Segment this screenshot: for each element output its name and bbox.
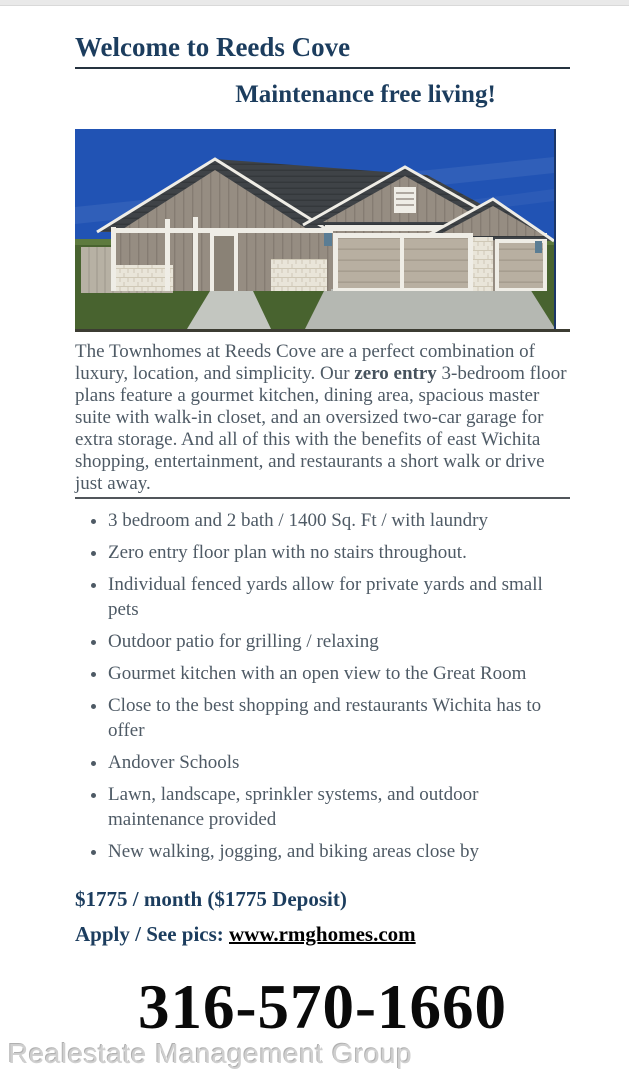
description-text-end: 3-bedroom floor plans feature a gourmet kitchen, dining area, spacious master suite with walk-in closet, and an oversized two-car garage for extra storage. And all of this with the benefits of east Wichita shopping, entertainment, and restaurants a short walk or drive just away.: [75, 363, 567, 494]
feature-item: • Zero entry floor plan with no stairs throughout.: [108, 540, 570, 565]
description-paragraph: [75, 341, 572, 495]
feature-item: • Individual fenced yards allow for private yards and small pets: [108, 572, 570, 622]
apply-label: Apply / See pics:: [75, 922, 230, 946]
description-text-bold: zero entry: [354, 363, 437, 384]
feature-item: • New walking, jogging, and biking areas close by: [108, 839, 570, 864]
phone-number: 316-570-1660: [138, 972, 507, 1042]
feature-item: • Andover Schools: [108, 750, 570, 775]
hero-image-frame: [75, 129, 570, 332]
footer-company-name: Realestate Management Group: [8, 1038, 413, 1069]
description-text-start: The Townhomes at Reeds Cove are a perfect combination of luxury, location, and simplicity. Our: [75, 341, 535, 384]
feature-item: • Lawn, landscape, sprinkler systems, and outdoor maintenance provided: [108, 782, 570, 832]
top-border: [0, 0, 629, 6]
flyer-content: [0, 30, 629, 1043]
feature-item: • Gourmet kitchen with an open view to the Great Room: [108, 661, 570, 686]
page-title: Welcome to Reeds Cove: [75, 32, 351, 62]
website-link[interactable]: www.rmghomes.com: [229, 922, 416, 946]
price-line: $1775 / month ($1775 Deposit): [75, 887, 347, 911]
features-list: [75, 508, 570, 864]
subtitle: Maintenance free living!: [235, 81, 496, 108]
title-rule: [75, 67, 570, 69]
feature-item: • Outdoor patio for grilling / relaxing: [108, 629, 570, 654]
feature-item: • Close to the best shopping and restaurants Wichita has to offer: [108, 693, 570, 743]
feature-item: • 3 bedroom and 2 bath / 1400 Sq. Ft / with laundry: [108, 508, 570, 533]
paragraph-rule: [75, 497, 570, 499]
house-rendering-image: [75, 129, 556, 329]
apply-line: [75, 921, 570, 947]
